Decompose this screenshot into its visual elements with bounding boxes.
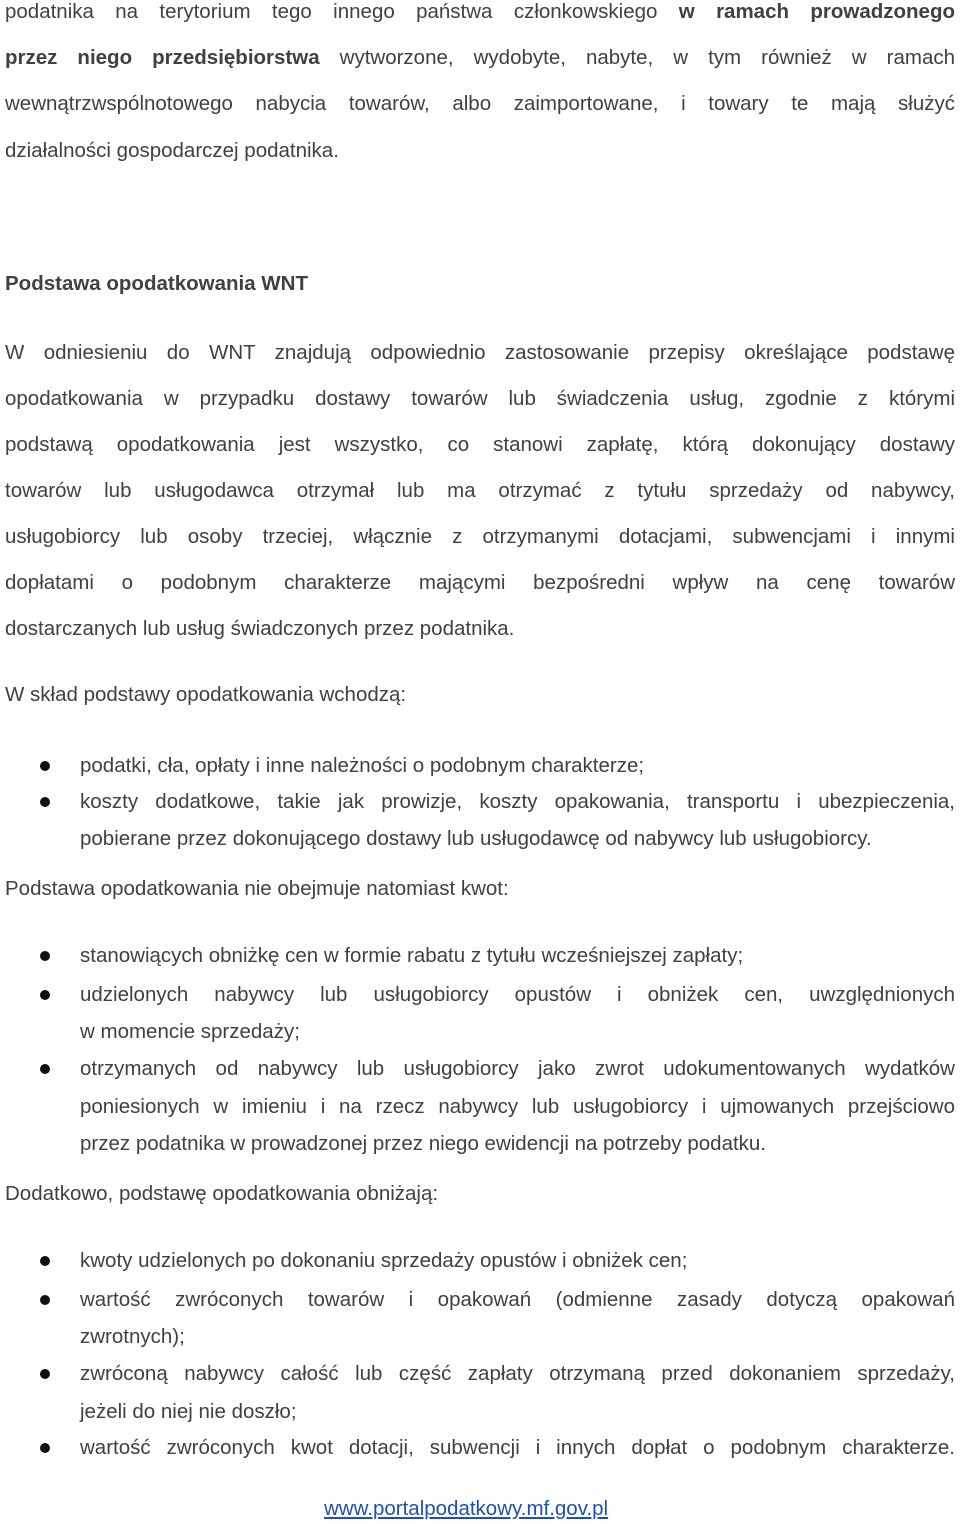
para-line: podstawą opodatkowania jest wszystko, co stanowi zapłatę, którą dokonujący dostawy [5, 433, 955, 456]
list-item-continuation: przez podatnika w prowadzonej przez niego ewidencji na potrzeby podatku. [80, 1132, 767, 1155]
bullet-icon [40, 1443, 50, 1453]
para-line: W odniesieniu do WNT znajdują odpowiednio zastosowanie przepisy określające podstawę [5, 341, 955, 364]
bullet-icon [40, 990, 50, 1000]
list-item: wartość zwróconych kwot dotacji, subwencji i innych dopłat o podobnym charakterze. [80, 1436, 955, 1459]
list-item: udzielonych nabywcy lub usługobiorcy opustów i obniżek cen, uwzględnionych [80, 983, 955, 1006]
para-line: dostarczanych lub usług świadczonych przez podatnika. [5, 617, 515, 640]
bullet-icon [40, 761, 50, 771]
list-item-continuation: pobierane przez dokonującego dostawy lub usługodawcę od nabywcy lub usługobiorcy. [80, 827, 872, 850]
bullet-icon [40, 1369, 50, 1379]
list-item: kwoty udzielonych po dokonaniu sprzedaży opustów i obniżek cen; [80, 1249, 688, 1272]
intro-line-4: działalności gospodarczej podatnika. [5, 139, 339, 162]
para-line: opodatkowania w przypadku dostawy towarów lub świadczenia usług, zgodnie z którymi [5, 387, 955, 410]
bullet-icon [40, 1064, 50, 1074]
bullet-icon [40, 1295, 50, 1305]
bullet-icon [40, 1256, 50, 1266]
list-item: koszty dodatkowe, takie jak prowizje, koszty opakowania, transportu i ubezpieczenia, [80, 790, 955, 813]
includes-intro: W skład podstawy opodatkowania wchodzą: [5, 683, 407, 706]
list-item: otrzymanych od nabywcy lub usługobiorcy jako zwrot udokumentowanych wydatków [80, 1057, 955, 1080]
reductions-intro: Dodatkowo, podstawę opodatkowania obniżają: [5, 1182, 439, 1205]
intro-line-3: wewnątrzwspólnotowego nabycia towarów, albo zaimportowane, i towary te mają służyć [5, 92, 955, 115]
footer-link[interactable]: www.portalpodatkowy.mf.gov.pl [324, 1497, 609, 1520]
excludes-intro: Podstawa opodatkowania nie obejmuje natomiast kwot: [5, 877, 509, 900]
list-item-continuation: jeżeli do niej nie doszło; [80, 1400, 297, 1423]
list-item: zwróconą nabywcy całość lub część zapłaty otrzymaną przed dokonaniem sprzedaży, [80, 1362, 955, 1385]
list-item-continuation: zwrotnych); [80, 1325, 185, 1348]
bullet-icon [40, 951, 50, 961]
intro-line-1: podatnika na terytorium tego innego państwa członkowskiego w ramach prowadzonego [5, 0, 955, 23]
bullet-icon [40, 797, 50, 807]
list-item: wartość zwróconych towarów i opakowań (odmienne zasady dotyczą opakowań [80, 1288, 955, 1311]
list-item: podatki, cła, opłaty i inne należności o podobnym charakterze; [80, 754, 645, 777]
intro-line-2: przez niego przedsiębiorstwa wytworzone, wydobyte, nabyte, w tym również w ramach [5, 46, 956, 69]
section-heading: Podstawa opodatkowania WNT [5, 272, 308, 295]
list-item: stanowiących obniżkę cen w formie rabatu z tytułu wcześniejszej zapłaty; [80, 944, 744, 967]
list-item-continuation: w momencie sprzedaży; [80, 1020, 300, 1043]
para-line: usługobiorcy lub osoby trzeciej, włącznie z otrzymanymi dotacjami, subwencjami i innymi [5, 525, 955, 548]
para-line: towarów lub usługodawca otrzymał lub ma otrzymać z tytułu sprzedaży od nabywcy, [5, 479, 955, 502]
list-item-continuation: poniesionych w imieniu i na rzecz nabywcy lub usługobiorcy i ujmowanych przejściowo [80, 1095, 955, 1118]
para-line: dopłatami o podobnym charakterze mającymi bezpośredni wpływ na cenę towarów [5, 571, 955, 594]
